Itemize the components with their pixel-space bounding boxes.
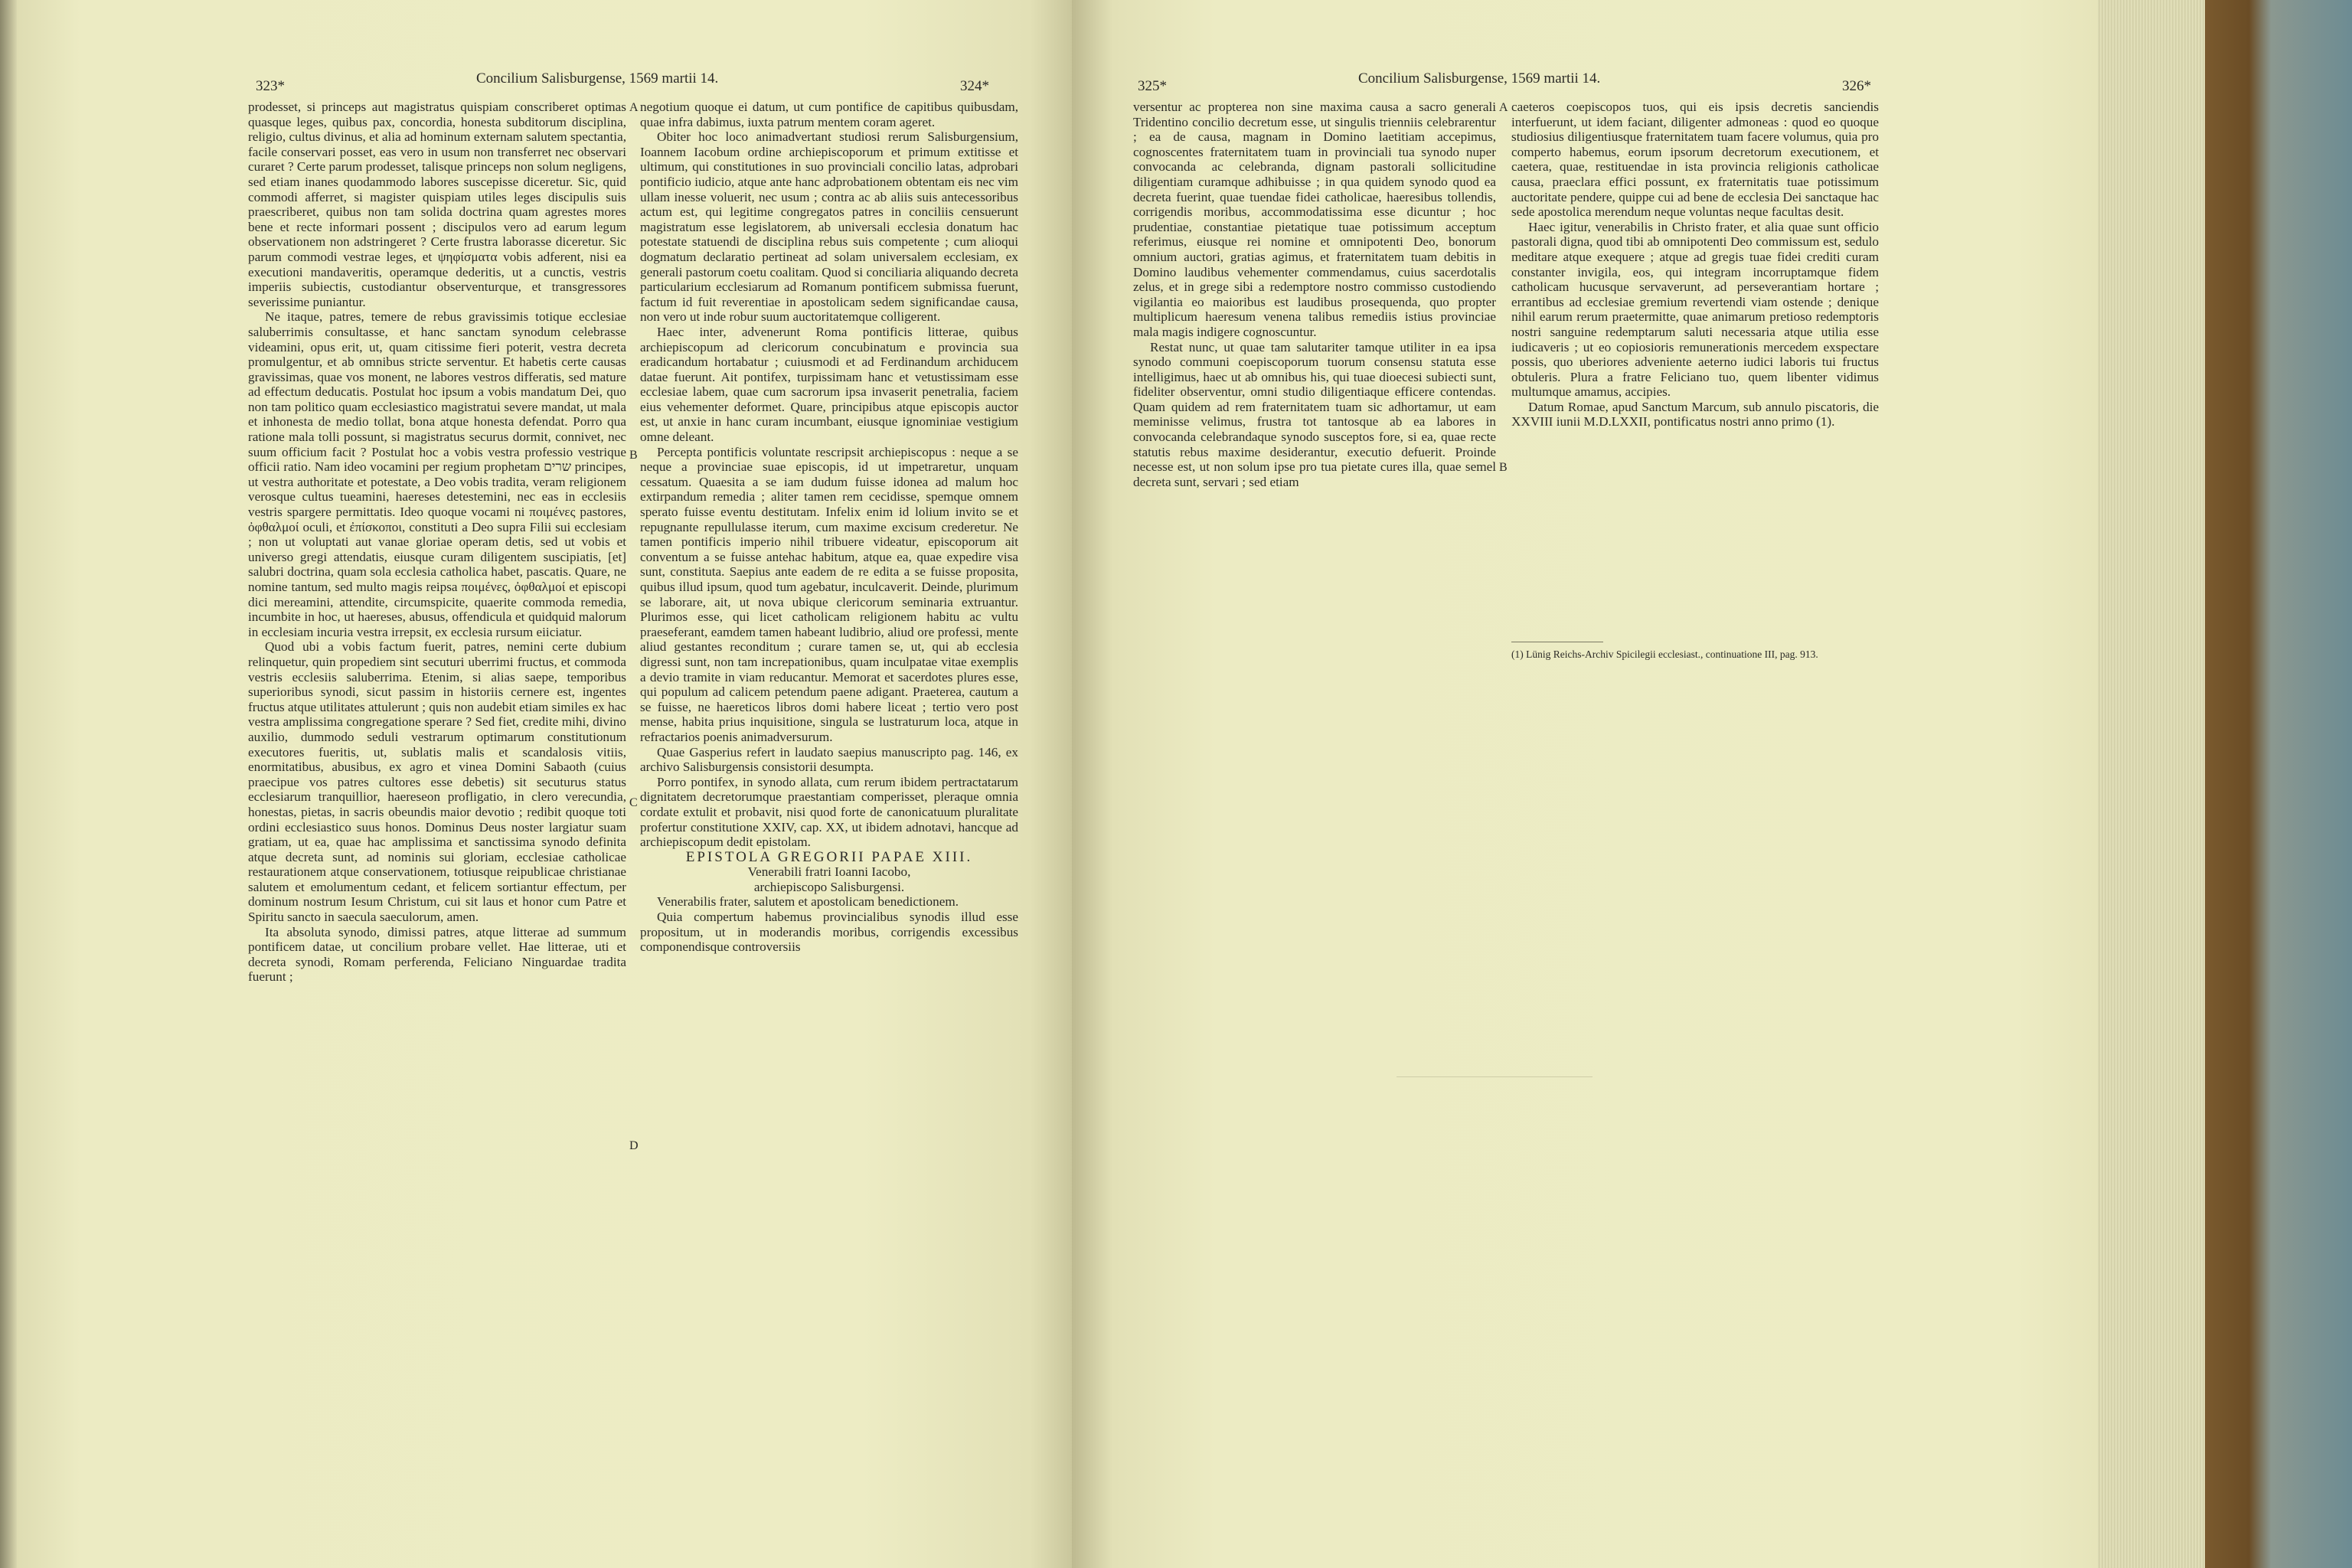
margin-letter: A <box>1499 101 1508 114</box>
divider <box>1396 1076 1592 1077</box>
epistola-address <box>640 864 1018 894</box>
margin-letter: A <box>629 101 639 114</box>
paragraph: Porro pontifex, in synodo allata, cum rerum ibidem pertractatarum dignitatem decretorumque praestantiam comperisset, pleraque omnia cordate extulit et probavit, nisi quod forte de canonicatuum pluralitate profertur constitutione XXIV, cap. XX, ut ibidem adnotavi, hancque ad archiepiscopum dedit epistolam. <box>640 774 1018 850</box>
page-edges <box>2098 0 2205 1568</box>
text-column-left <box>1133 100 1496 489</box>
address-line: Venerabili fratri Ioanni Iacobo, <box>747 864 911 880</box>
paragraph: Quia compertum habemus provincialibus synodis illud esse propositum, ut in moderandis moribus, corrigendis excessibus componendisque controversiis <box>640 910 1018 955</box>
paragraph: Venerabilis frater, salutem et apostolicam benedictionem. <box>657 894 959 910</box>
text-column-right <box>1511 100 1879 430</box>
paragraph: Quod ubi a vobis factum fuerit, patres, nemini certe dubium relinquetur, quin propediem sint secuturi uberrimi fructus, et commoda vestris ecclesiis saluberrima. Etenim, si alias saepe, temporibus superioribus synodi, sicut passim in historiis cernere est, ingentes fructus atque utilitates attulerunt ; quis non audebit etiam similes ex hac vestra amplissima congregatione sperare ? Sed fiet, credite mihi, divino auxilio, dummodo seduli vestrarum optimarum constitutionum executores fueritis, ut, sublatis malis et scandalosis vitiis, enormitatibus, abusibus, ex agro et vinea Domini Sabaoth (cuius praecipue vos patres cultores esse debetis) sit secuturus status ecclesiarum tranquillior, haereseon profligatio, in clero verecundia, honestas, pietas, in sacris obeundis maior devotio ; redibit quoque toti ordini ecclesiastico suus honos. Dominus Deus noster largiatur suam gratiam, ut ea, quae hac amplissima et sanctissima synodo definita atque decreta sunt, ad nominis sui gloriam, ecclesiae catholicae restaurationem atque conservationem, totiusque reipublicae christianae salutem et emolumentum cedant, et felicem sortiantur effectum, per dominum nostrum Iesum Christum, cui sit laus et honor cum Patre et Spiritu sancto in saecula saeculorum, amen. <box>248 639 627 925</box>
epistola-title: EPISTOLA GREGORII PAPAE XIII. <box>685 848 973 865</box>
margin-letter: C <box>629 796 638 809</box>
footnote: (1) Lünig Reichs-Archiv Spicilegii ecclesiast., continuatione III, pag. 913. <box>1511 648 1818 660</box>
paragraph: prodesset, si princeps aut magistratus quispiam conscriberet optimas quasque leges, quibus pax, concordia, honesta subditorum disciplina, religio, cultus divinus, et alia ad hominum externam salutem spectantia, facile conservari posset, eas vero in usum non transferret nec observari curaret ? Certe parum prodesset, talisque princeps non solum negligens, sed etiam inanes quodammodo labores suscepisse diceretur. Sic, quid commodi afferret, si magister quispiam utiles leges discipulis suis praescriberet, quibus non tam solida doctrina quam agrestes mores bene et recte informari possent ; discipulos vero ad earum legum observationem non adstringeret ? Certe frustra laborasse diceretur. Sic parum commodi vestrae leges, et ψηφίσματα vobis adferent, nisi ea executioni mandaveritis, operamque dederitis, ut a cunctis, vestris imperiis subiectis, custodiantur observenturque, et transgressores severissime puniantur. <box>248 100 626 309</box>
margin-letter: D <box>629 1139 639 1152</box>
margin-letter: B <box>629 449 638 462</box>
page-number: 324* <box>960 78 989 94</box>
scan-edge <box>0 0 17 1568</box>
paragraph: Ita absoluta synodo, dimissi patres, atque litterae ad summum pontificem datae, ut concilium probare vellet. Hae litterae, uti et decreta synodi, Romam perferenda, Feliciano Ninguardae tradita fuerunt ; <box>248 924 626 985</box>
paragraph: Datum Romae, apud Sanctum Marcum, sub annulo piscatoris, die XXVIII iunii M.D.LXXII, pontificatus nostri anno primo (1). <box>1511 399 1879 430</box>
paragraph: Haec igitur, venerabilis in Christo frater, et alia quae sunt officio pastorali digna, quod tibi ab omnipotenti Deo commissum est, sedulo meditare atque exequere ; atque ad gregis tuae fidei crediti curam constanter invigila, eos, qui integram incorruptamque fidem catholicam hucusque servaverunt, ad perseverantiam hortare ; errantibus ad ecclesiae gremium revertendi viam ostende ; denique nihil earum rerum praetermitte, quae animarum pretioso redemptoris nostri sanguine redemptarum saluti necessaria atque utilia esse iudicaveris ; ut eo copiosioris remunerationis mercedem exspectare possis, quo uberiores adveniente aeterno iudici laboris tui fructus obtuleris. Plura a fratre Feliciano tuo, quem libenter vidimus multumque amamus, accipies. <box>1511 219 1879 400</box>
book-cover <box>2205 0 2352 1568</box>
text-column-left <box>248 100 626 985</box>
margin-letter: B <box>1499 461 1508 474</box>
paragraph: caeteros coepiscopos tuos, qui eis ipsis decretis sanciendis interfuerunt, ut idem faciant, diligenter admoneas : quod eo quoque studiosius diligentiusque fraternitatem tuam facere volumus, quia pro comperto habemus, eorum ipsorum decretorum executionem, et caetera, quae, restituendae in ista provincia religionis catholicae causa, praeclara effici possunt, ex fraternitatis tuae potissimum auctoritate pendere, quippe cui ad bene de ecclesia Dei sanctaque hac sede apostolica merendum neque voluntas neque facultas desit. <box>1511 100 1879 220</box>
paragraph: Haec inter, advenerunt Roma pontificis litterae, quibus archiepiscopum ad clericorum concubinatum e provincia sua eradicandum hortabatur ; cuiusmodi et ad Ferdinandum archiducem datae fuerunt. Ait pontifex, turpissimam hanc et vetustissimam esse ecclesiae labem, quae cum sacrorum ipsa invaserit penetralia, faciem eius vehementer deformet. Quare, principibus atque episcopis auctor est, ut anxie in hanc curam incumbant, eiusque ignominiae vestigium omne deleant. <box>640 324 1018 445</box>
running-head: Concilium Salisburgense, 1569 martii 14. <box>1358 70 1601 87</box>
paragraph: Percepta pontificis voluntate rescripsit archiepiscopus : neque a se neque a provinciae suae episcopis, id ut impetraretur, unquam cessatum. Quaesita a se iam dudum fuisse idonea ad malum hoc extirpandum remedia ; aliter tamen rem cecidisse, spemque omnem sperato fuisse eventu destitutam. Infelix enim id lolium invito se et repugnante repullulasse iterum, cum maxime excisum crederetur. Ne tamen pontificis imperio nihil tribuere videatur, episcoporum ait conventum a se fuisse antehac habitum, atque ea, quae expedire visa sunt, constituta. Saepius ante eadem de re edita a se fuisse proposita, quibus illud ipsum, quod tum agebatur, inculcaverit. Deinde, plurimum se laborare, ait, ut nova ubique clericorum seminaria extruantur. Plurimos esse, qui licet catholicam religionem habitu ac vultu praeseferant, eamdem tamen habeant ludibrio, aliud ore professi, mente aliud gestantes reconditum ; curare tamen se, ut, qui ab ecclesia digressi sunt, non tam increpationibus, quam inculpatae vitae exemplis a devio tramite in viam reducantur. Memorat et sacerdotes plures esse, qui populum ad calicem petendum paene adigant. Praeterea, cautum a se fuisse, ne haereticos libros domi habere liceat ; tertio vero post mense, habita prius inquisitione, singula se lustraturum loca, atque in refractarios poenis animadversurum. <box>640 444 1018 744</box>
text-column-right <box>640 100 1018 955</box>
left-page <box>17 0 1072 1568</box>
paragraph: Quae Gasperius refert in laudato saepius manuscripto pag. 146, ex archivo Salisburgensis consistorii desumpta. <box>640 744 1018 775</box>
page-number: 326* <box>1842 78 1871 94</box>
paragraph: Obiter hoc loco animadvertant studiosi rerum Salisburgensium, Ioannem Iacobum ordine archiepiscoporum et primum extitisse et ultimum, qui constitutiones in suo provinciali concilio latas, adprobari pontificio iudicio, atque ante hanc adprobationem obtentam eis nec vim ullam inesse voluerit, nec usum ; contra ac ab aliis suis antecessoribus actum est, qui legitime congregatos patres in conciliis censuerunt magistratum esse legislatorem, ab universali ecclesia donatum hac potestate statuendi de disciplina rebus suis competente ; cum alioqui dogmatum declaratio pertineat ad solam universalem ecclesiam, ex generali pastorum coetu coalitam. Quod si conciliaria aliquando decreta particularium ecclesiarum ad Romanum pontificem submissa fuerunt, factum id fuit reverentiae in apostolicam sedem significandae causa, non vero ut inde robur suum auctoritatemque colligerent. <box>640 129 1018 325</box>
paragraph: Restat nunc, ut quae tam salutariter tamque utiliter in ea ipsa synodo communi coepiscoporum tuorum consensu statuta esse intelligimus, haec ut ab omnibus his, qui tuae dioecesi subiecti sunt, fideliter observentur, omni studio diligentiaque efficere contendas. Quam quidem ad rem fraternitatem tuam sic adhortamur, ut eam meminisse velimus, frustra tot tantosque ab ea labores in convocanda celebrandaque synodo susceptos fore, si ea, quae recte statutis rebus maxime desiderantur, executio defuerit. Proinde necesse est, ut non solum ipse pro tua pietate cures illa, quae semel decreta sunt, servari ; sed etiam <box>1133 339 1496 489</box>
running-head: Concilium Salisburgense, 1569 martii 14. <box>476 70 719 87</box>
address-line: archiepiscopo Salisburgensi. <box>753 879 905 894</box>
page-number: 325* <box>1138 78 1167 94</box>
paragraph: versentur ac propterea non sine maxima causa a sacro generali Tridentino concilio decretum esse, ut singulis trienniis celebrarentur ; ea de causa, magnam in Domino laetitiam accepimus, cognoscentes fraternitatem tuam in provinciali tua synodo nuper convocanda ac celebranda, dignam pastorali sollicitudine diligentiam curamque adhibuisse ; in qua quidem synodo quod ea decreta fuerint, quae tuendae fidei catholicae, haeresibus tollendis, corrigendis moribus, accommodatissima esse dicuntur ; hoc prudentiae, constantiae pietatique tuae potissimum acceptum referimus, eiusque rei nomine et omnipotenti Deo, bonorum omnium auctori, gratias agimus, et fraternitatem tuam debitis in Domino laudibus vehementer commendamus, cuius sacerdotalis zelus, et in grege sibi a redemptore nostro commisso custodiendo vigilantia eo maioribus est laudibus prosequenda, quo propter multiplicum haeresum venena talibus remediis istius provinciae mala magis indigere cognoscuntur. <box>1133 100 1496 339</box>
paragraph: Ne itaque, patres, temere de rebus gravissimis totique ecclesiae saluberrimis consultasse, et hanc sanctam synodum celebrasse videamini, opus erit, ut, quam citissime fieri poterit, vestra decreta promulgentur, et ab omnibus stricte serventur. Et habetis certe causas gravissimas, quae vos monent, ne labores vestros differatis, sed mature ad effectum deducatis. Postulat hoc ipsum a vobis mandatum Dei, quo non tam politico quam ecclesiastico magistratui severe mandat, ut mala et inhonesta de medio tollat, bona atque honesta defendat. Porro qua ratione mala tolli possunt, si magistratus securus dormit, connivet, nec suum officium facit ? Postulat hoc a vobis vestra professio vestrique officii ratio. Nam ideo vocamini per regium prophetam שרים principes, ut vestra authoritate et potestate, a Deo vobis tradita, veram religionem verosque cultus tueamini, haereses detestemini, nec eas in ecclesiis vestris spargere permittatis. Ideo quoque vocami ni ποιμένες pastores, ὀφθαλμοί oculi, et ἐπίσκοποι, constituti a Deo supra Filii sui ecclesiam ; non ut voluptati aut vanae gloriae operam detis, sed ut vobis et universo gregi attendatis, eiusque curam diligentem suscipiatis, [et] salubri doctrina, quam sola ecclesia catholica habet, pascatis. Quare, ne nomine tantum, sed multo magis reipsa ποιμένες, ὀφθαλμοί et episcopi dici mereamini, attendite, circumspicite, quaerite commoda remedia, incumbite in hoc, ut haereses, abusus, offendicula et quidquid malorum in ecclesiam incuria vestra irrepsit, ex ecclesia rursum eiiciatur. <box>248 309 626 639</box>
right-page <box>1072 0 2098 1568</box>
paragraph: negotium quoque ei datum, ut cum pontifice de capitibus quibusdam, quae infra dabimus, iuxta patrum mentem coram ageret. <box>640 100 1018 129</box>
page-number: 323* <box>256 78 285 94</box>
